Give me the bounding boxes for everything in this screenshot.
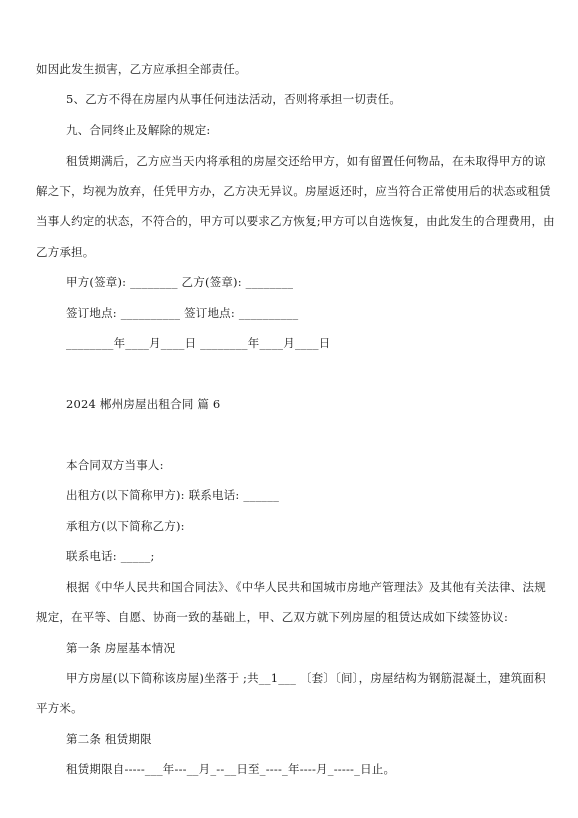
section-heading: 九、合同终止及解除的规定: bbox=[66, 123, 211, 137]
text-line: 5、乙方不得在房屋内从事任何违法活动，否则将承担一切责任。 bbox=[66, 92, 402, 106]
text-line: 当事人约定的状态，不符合的，甲方可以要求乙方恢复;甲方可以自选恢复，由此发生的合理费用，由 bbox=[36, 214, 555, 228]
text-line: 如因此发生损害，乙方应承担全部责任。 bbox=[36, 62, 247, 76]
article-heading: 第一条 房屋基本情况 bbox=[66, 641, 176, 655]
lessee-line: 承租方(以下简称乙方): bbox=[66, 519, 185, 533]
signature-line: 甲方(签章): ________ 乙方(签章): ________ bbox=[66, 275, 294, 289]
document-title: 2024 郴州房屋出租合同 篇 6 bbox=[66, 397, 221, 411]
date-line: ________年____月____日 ________年____月____日 bbox=[66, 336, 331, 350]
text-line: 租赁期限自-----___年---__月_--__日至_----_年----月_-----_日止。 bbox=[66, 762, 396, 776]
lessor-line: 出租方(以下简称甲方): 联系电话: ______ bbox=[66, 488, 280, 502]
text-line: 本合同双方当事人: bbox=[66, 458, 164, 472]
text-line: 租赁期满后，乙方应当天内将承租的房屋交还给甲方，如有留置任何物品，在未取得甲方的谅 bbox=[66, 154, 546, 168]
text-line: 平方米。 bbox=[36, 701, 83, 715]
text-line: 解之下，均视为放弃，任凭甲方办，乙方决无异议。房屋返还时，应当符合正常使用后的状态或租赁 bbox=[36, 184, 551, 198]
text-line: 规定，在平等、自愿、协商一致的基础上，甲、乙双方就下列房屋的租赁达成如下续签协议: bbox=[36, 610, 509, 624]
phone-line: 联系电话: _____; bbox=[66, 549, 155, 563]
text-line: 甲方房屋(以下简称该房屋)坐落于 ;共__1___ 〔套〕〔间〕，房屋结构为钢筋混凝土，建筑面积 bbox=[66, 671, 546, 685]
text-line: 根据《中华人民共和国合同法》、《中华人民共和国城市房地产管理法》及其他有关法律、法规 bbox=[66, 580, 546, 594]
text-line: 乙方承担。 bbox=[36, 245, 95, 259]
article-heading: 第二条 租赁期限 bbox=[66, 732, 152, 746]
signing-place-line: 签订地点: __________ 签订地点: __________ bbox=[66, 306, 299, 320]
